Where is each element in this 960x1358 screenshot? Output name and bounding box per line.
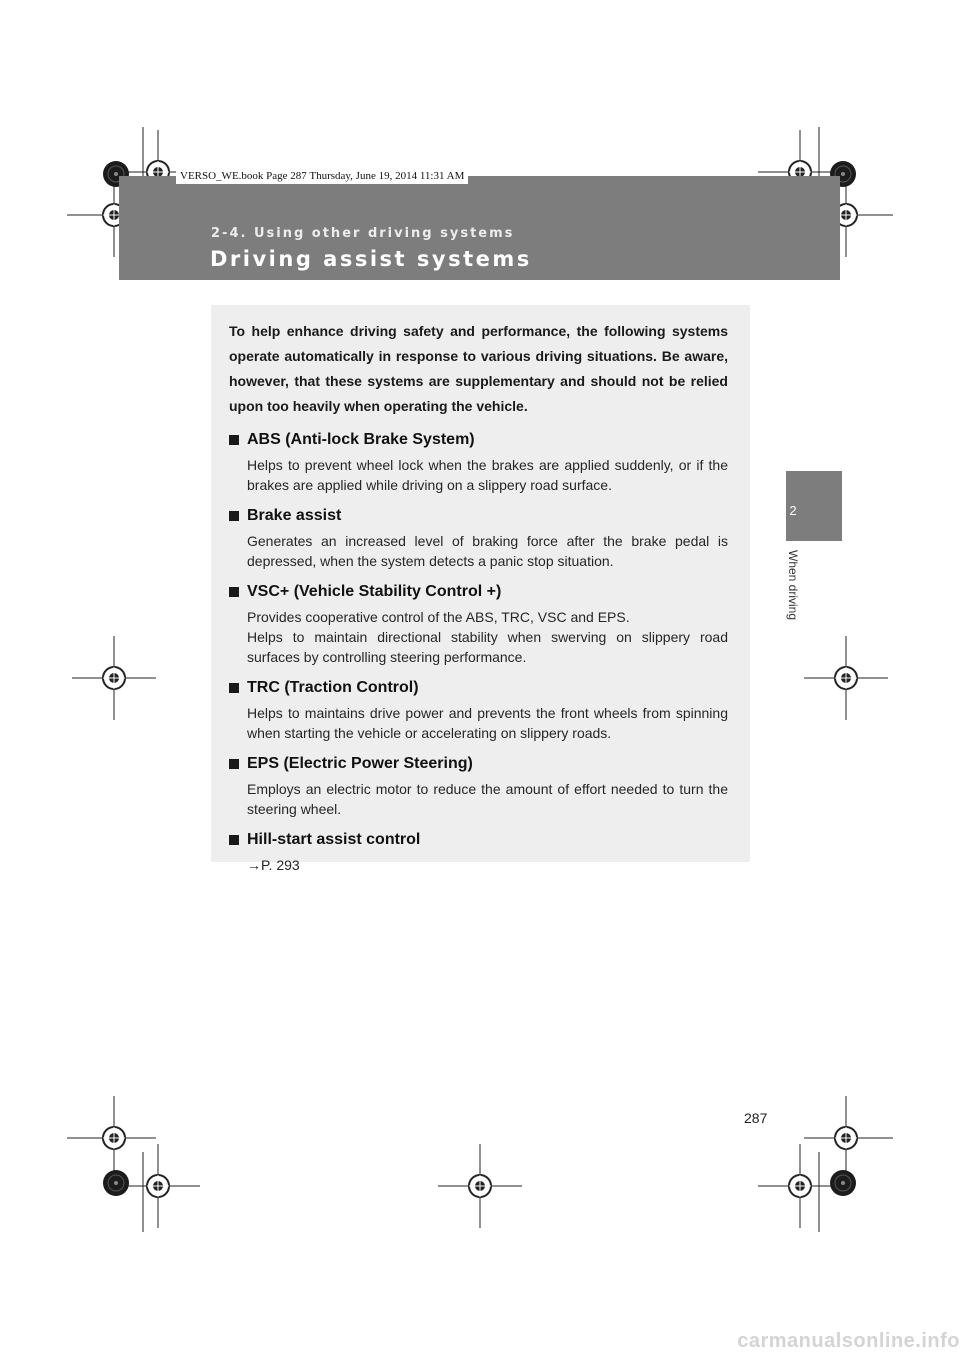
square-bullet-icon bbox=[229, 587, 239, 597]
item-title: Hill-start assist control bbox=[229, 829, 728, 851]
chapter-label: When driving bbox=[786, 550, 800, 621]
square-bullet-icon bbox=[229, 759, 239, 769]
item-body-line: Helps to maintain directional stability when swerving on slippery road surfaces by controlling steering performance. bbox=[247, 629, 728, 665]
item-abs bbox=[229, 429, 728, 495]
chapter-number: 2 bbox=[789, 503, 797, 518]
item-title: EPS (Electric Power Steering) bbox=[229, 753, 728, 775]
item-body-line: Provides cooperative control of the ABS, TRC, VSC and EPS. bbox=[247, 609, 630, 625]
book-file-label: VERSO_WE.book Page 287 Thursday, June 19, 2014 11:31 AM bbox=[176, 169, 468, 184]
item-body bbox=[247, 607, 728, 667]
square-bullet-icon bbox=[229, 435, 239, 445]
section-label: 2-4. Using other driving systems bbox=[211, 226, 515, 241]
item-title: TRC (Traction Control) bbox=[229, 677, 728, 699]
watermark: carmanualsonline.info bbox=[737, 1330, 960, 1352]
item-eps bbox=[229, 753, 728, 819]
item-title: ABS (Anti-lock Brake System) bbox=[229, 429, 728, 451]
content-box bbox=[211, 305, 750, 873]
item-hill-start bbox=[229, 829, 728, 875]
chapter-tab bbox=[786, 471, 842, 541]
item-vsc bbox=[229, 581, 728, 667]
item-body: Employs an electric motor to reduce the amount of effort needed to turn the steering wheel. bbox=[247, 781, 728, 817]
square-bullet-icon bbox=[229, 683, 239, 693]
item-brake-assist bbox=[229, 505, 728, 571]
item-title: VSC+ (Vehicle Stability Control +) bbox=[229, 581, 728, 603]
item-body: Generates an increased level of braking force after the brake pedal is depressed, when the system detects a panic stop situation. bbox=[247, 533, 728, 569]
square-bullet-icon bbox=[229, 835, 239, 845]
intro-paragraph: To help enhance driving safety and performance, the following systems operate automatically in response to various driving situations. Be aware, however, that these systems are supplementary and should not be relied upon too heavily when operating the vehicle. bbox=[229, 323, 728, 414]
page-number: 287 bbox=[744, 1110, 768, 1126]
page-title: Driving assist systems bbox=[210, 247, 532, 271]
item-trc bbox=[229, 677, 728, 743]
square-bullet-icon bbox=[229, 511, 239, 521]
item-body: Helps to maintains drive power and prevents the front wheels from spinning when starting the vehicle or accelerating on slippery roads. bbox=[247, 705, 728, 741]
page-reference-link[interactable]: →P. 293 bbox=[247, 857, 300, 873]
item-title: Brake assist bbox=[229, 505, 728, 527]
item-body: Helps to prevent wheel lock when the brakes are applied suddenly, or if the brakes are applied while driving on a slippery road surface. bbox=[247, 457, 728, 493]
